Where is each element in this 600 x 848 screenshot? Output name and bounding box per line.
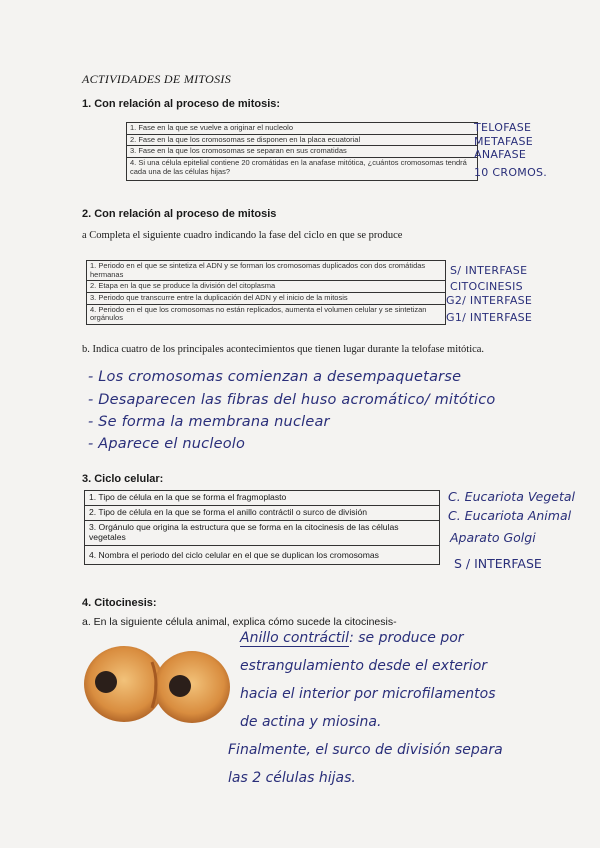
section-3-heading: 3. Ciclo celular:: [82, 473, 164, 485]
section-2-table: [86, 260, 446, 325]
handwritten-explanation: [240, 630, 464, 646]
question-cell: 1. Fase en la que se vuelve a originar el nucleolo: [127, 123, 478, 135]
question-cell: 2. Tipo de célula en la que se forma el anillo contráctil o surco de división: [85, 505, 440, 520]
question-cell: 3. Orgánulo que origina la estructura que se forma en la citocinesis de las células vegetales: [85, 520, 440, 545]
table-row: [85, 545, 440, 565]
page-title: ACTIVIDADES DE MITOSIS: [82, 72, 232, 86]
explanation-line: : se produce por: [349, 630, 464, 646]
table-row: [87, 304, 446, 324]
handwritten-answer: S/ INTERFASE: [450, 264, 528, 277]
handwritten-answer: ANAFASE: [474, 148, 527, 161]
handwritten-event: - Aparece el nucleolo: [88, 436, 246, 452]
question-cell: 3. Periodo que transcurre entre la duplicación del ADN y el inicio de la mitosis: [87, 292, 446, 304]
handwritten-answer: CITOCINESIS: [450, 280, 523, 293]
table-row: [87, 292, 446, 304]
explanation-heading: Anillo contráctil: [240, 630, 350, 646]
question-cell: 3. Fase en la que los cromosomas se separan en sus cromatidas: [127, 146, 478, 158]
handwritten-event: - Los cromosomas comienzan a desempaquetarse: [88, 369, 462, 385]
question-cell: 4. Nombra el periodo del ciclo celular en el que se duplican los cromosomas: [85, 545, 440, 565]
section-3-table: [84, 490, 440, 565]
explanation-line: estrangulamiento desde el exterior: [240, 658, 488, 674]
question-cell: 1. Periodo en el que se sintetiza el ADN y se forman los cromosomas duplicados con dos cromátidas hermanas: [87, 261, 446, 281]
handwritten-answer: C. Eucariota Animal: [448, 508, 572, 523]
section-2-sub-b: b. Indica cuatro de los principales acontecimientos que tienen lugar durante la telofase mitótica.: [82, 344, 485, 355]
explanation-line: las 2 células hijas.: [228, 770, 356, 786]
section-4-sub-a: a. En la siguiente célula animal, explica cómo sucede la citocinesis-: [82, 616, 397, 628]
table-row: [127, 134, 478, 146]
question-cell: 2. Etapa en la que se produce la división del citoplasma: [87, 281, 446, 293]
table-row: [87, 281, 446, 293]
question-cell: 2. Fase en la que los cromosomas se disponen en la placa ecuatorial: [127, 134, 478, 146]
handwritten-answer: Aparato Golgi: [450, 530, 536, 545]
table-row: [127, 157, 478, 180]
section-2-heading: 2. Con relación al proceso de mitosis: [82, 208, 277, 220]
handwritten-answer: C. Eucariota Vegetal: [448, 489, 575, 504]
table-row: [127, 123, 478, 135]
table-row: [85, 520, 440, 545]
section-1-table: [126, 122, 478, 181]
handwritten-answer: S / INTERFASE: [454, 556, 542, 571]
handwritten-event: - Se forma la membrana nuclear: [88, 414, 330, 430]
dividing-cell-illustration: [82, 632, 232, 742]
section-1-heading: 1. Con relación al proceso de mitosis:: [82, 98, 281, 110]
question-cell: 4. Si una célula epitelial contiene 20 cromátidas en la anafase mitótica, ¿cuántos cromosomas tendrá cada una de las células hijas?: [127, 157, 478, 180]
table-row: [87, 261, 446, 281]
section-2-sub-a: a Completa el siguiente cuadro indicando la fase del ciclo en que se produce: [82, 230, 403, 241]
explanation-line: Finalmente, el surco de división separa: [228, 742, 503, 758]
question-cell: 4. Periodo en el que los cromosomas no están replicados, aumenta el volumen celular y se sintetizan orgánulos: [87, 304, 446, 324]
handwritten-answer: TELOFASE: [474, 121, 532, 134]
question-cell: 1. Tipo de célula en la que se forma el fragmoplasto: [85, 491, 440, 506]
table-row: [127, 146, 478, 158]
explanation-line: hacia el interior por microfilamentos: [240, 686, 496, 702]
handwritten-answer: 10 CROMOS.: [474, 166, 548, 179]
section-4-heading: 4. Citocinesis:: [82, 597, 157, 609]
handwritten-event: - Desaparecen las fibras del huso acromático/ mitótico: [88, 392, 496, 408]
table-row: [85, 491, 440, 506]
handwritten-answer: METAFASE: [474, 135, 534, 148]
explanation-line: de actina y miosina.: [240, 714, 382, 730]
handwritten-answer: G2/ INTERFASE: [446, 294, 533, 307]
handwritten-answer: G1/ INTERFASE: [446, 311, 533, 324]
table-row: [85, 505, 440, 520]
